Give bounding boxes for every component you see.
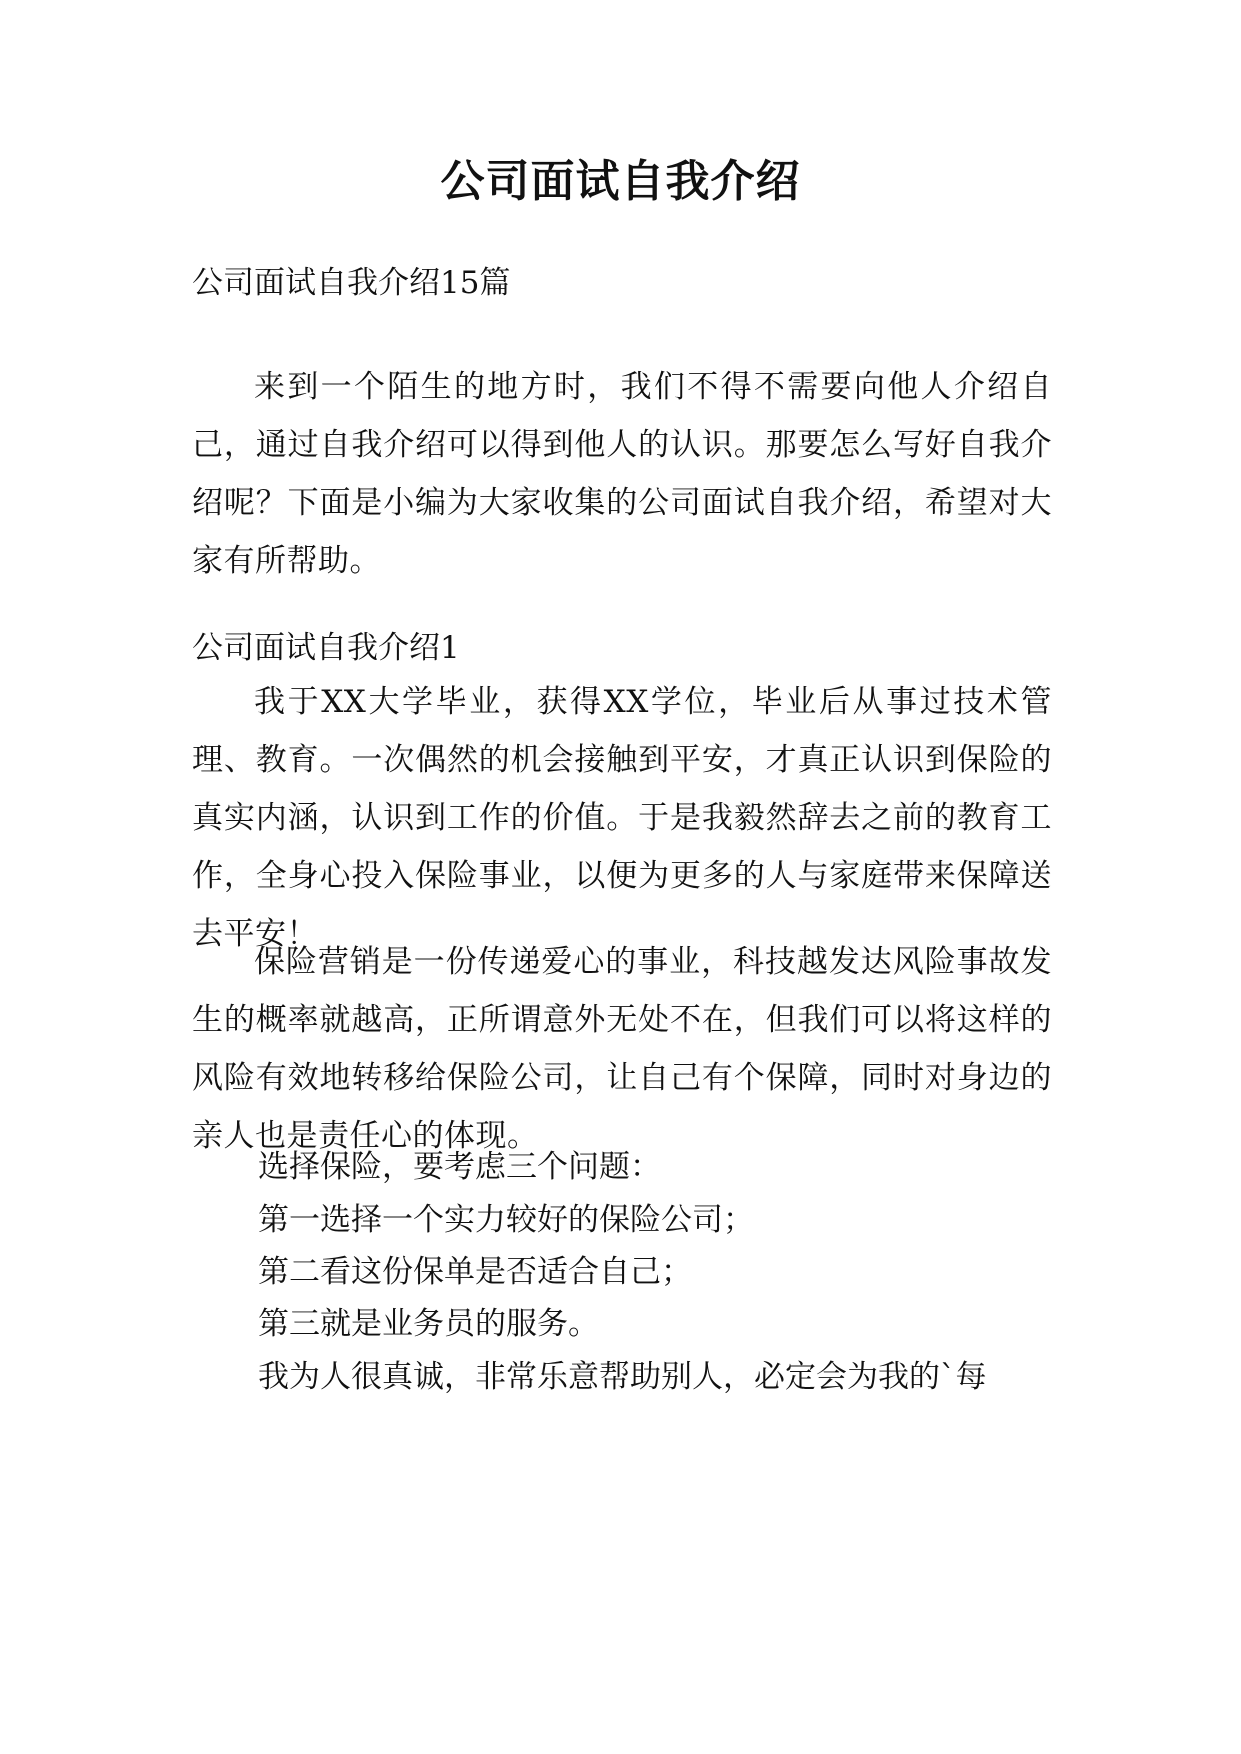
document-title: 公司面试自我介绍 [440, 156, 801, 207]
document-subtitle: 公司面试自我介绍15篇 [192, 265, 511, 301]
body-paragraph-2: 保险营销是一份传递爱心的事业，科技越发达风险事故发生的概率就越高，正所谓意外无处不在，但我们可以将这样的风险有效地转移给保险公司，让自己有个保障，同时对身边的亲人也是责任心的体现。 [192, 944, 1052, 1154]
intro-paragraph: 来到一个陌生的地方时，我们不得不需要向他人介绍自己，通过自我介绍可以得到他人的认识。那要怎么写好自我介绍呢？下面是小编为大家收集的公司面试自我介绍，希望对大家有所帮助。 [192, 369, 1052, 579]
body-paragraph-1: 我于XX大学毕业，获得XX学位，毕业后从事过技术管理、教育。一次偶然的机会接触到平安，才真正认识到保险的真实内涵，认识到工作的价值。于是我毅然辞去之前的教育工作，全身心投入保险事业，以便为更多的人与家庭带来保障送去平安！ [192, 684, 1052, 952]
list-intro: 选择保险，要考虑三个问题： [258, 1149, 661, 1185]
list-item-2: 第二看这份保单是否适合自己； [258, 1254, 692, 1290]
section-heading: 公司面试自我介绍1 [192, 630, 460, 666]
list-item-1: 第一选择一个实力较好的保险公司； [258, 1202, 754, 1238]
closing-line: 我为人很真诚，非常乐意帮助别人，必定会为我的`每 [258, 1359, 987, 1395]
list-item-3: 第三就是业务员的服务。 [258, 1306, 599, 1342]
